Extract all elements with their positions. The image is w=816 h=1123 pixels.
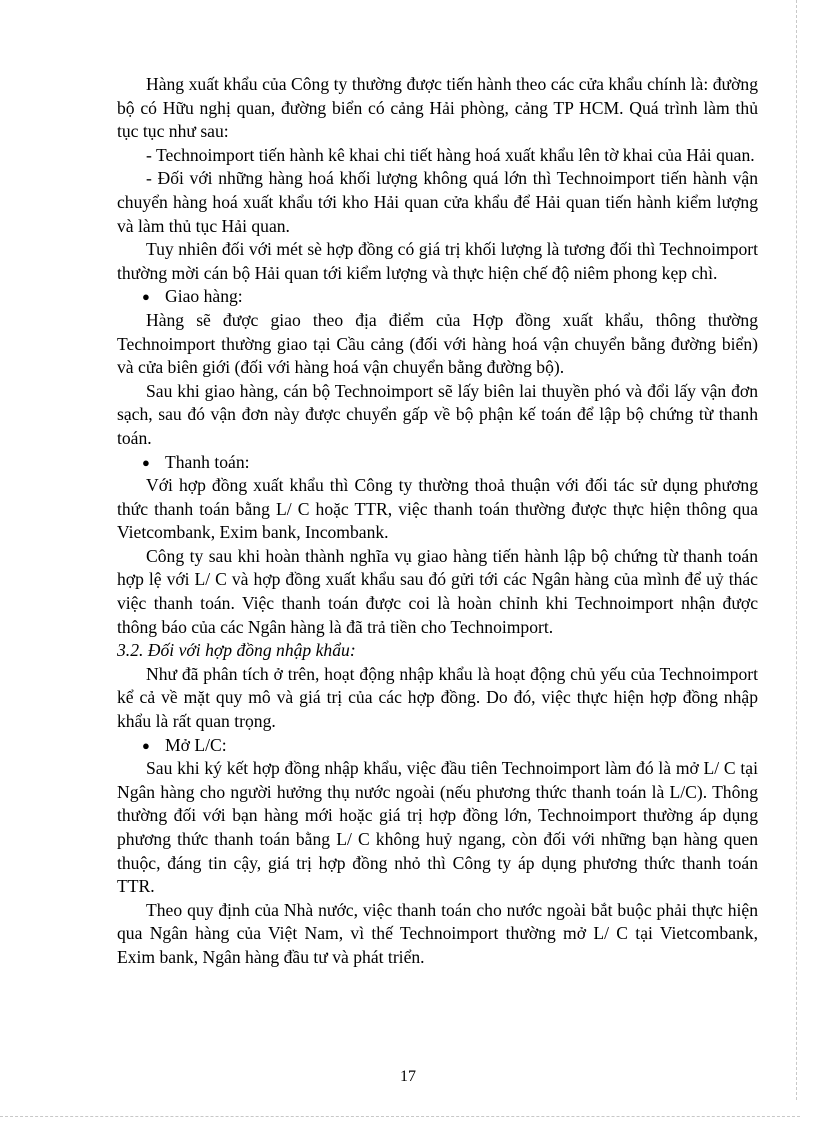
- bullet-item: [117, 734, 758, 758]
- paragraph: Với hợp đồng xuất khẩu thì Công ty thường thoả thuận với đối tác sử dụng phương thức thanh toán bằng L/ C hoặc TTR, việc thanh toán thường được thực hiện thông qua Vietcombank, Exim bank, Incombank.: [117, 475, 758, 543]
- paragraph: - Đối với những hàng hoá khối lượng không quá lớn thì Technoimport tiến hành vận chuyển hàng hoá xuất khẩu tới kho Hải quan cửa khẩu để Hải quan tiến hành kiểm lượng và làm thủ tục Hải quan.: [117, 168, 758, 236]
- paragraph: - Technoimport tiến hành kê khai chi tiết hàng hoá xuất khẩu lên tờ khai của Hải quan.: [146, 144, 755, 165]
- paragraph: Như đã phân tích ở trên, hoạt động nhập khẩu là hoạt động chủ yếu của Technoimport kể cả về mặt quy mô và giá trị của các hợp đồng. Do đó, việc thực hiện hợp đồng nhập khẩu là rất quan trọng.: [117, 663, 758, 732]
- bullet-icon: ●: [142, 737, 150, 753]
- paragraph: Sau khi ký kết hợp đồng nhập khẩu, việc đầu tiên Technoimport làm đó là mở L/ C tại Ngân hàng cho người hưởng thụ nước ngoài (nếu phương thức thanh toán là L/C). Thông thường đối với bạn hàng mới hoặc giá trị hợp đồng lớn, Technoimport thường áp dụng phương thức thanh toán bằng L/ C không huỷ ngang, còn đối với những bạn hàng quen thuộc, đáng tin cậy, giá trị hợp đồng nhỏ thì Công ty áp dụng phương thức thanh toán TTR.: [117, 758, 758, 897]
- bullet-label: Mở L/C:: [165, 734, 227, 755]
- bullet-item: [117, 285, 758, 309]
- page-border-right: [796, 0, 797, 1100]
- section-heading: 3.2. Đối với hợp đồng nhập khẩu:: [117, 640, 356, 661]
- bullet-label: Giao hàng:: [165, 286, 243, 307]
- paragraph: Hàng sẽ được giao theo địa điểm của Hợp đồng xuất khẩu, thông thường Technoimport thường giao tại Cầu cảng (đối với hàng hoá vận chuyển bằng đường biển) và cửa biên giới (đối với hàng hoá vận chuyển bằng đường bộ).: [117, 309, 758, 378]
- page-number: 17: [400, 1068, 416, 1085]
- paragraph: Hàng xuất khẩu của Công ty thường được tiến hành theo các cửa khẩu chính là: đường bộ có Hữu nghị quan, đường biển có cảng Hải phòng, cảng TP HCM. Quá trình làm thủ tục tục như sau:: [117, 74, 758, 142]
- bullet-item: [117, 451, 758, 475]
- bullet-label: Thanh toán:: [165, 451, 250, 472]
- bullet-icon: ●: [142, 289, 150, 305]
- document-body: [117, 73, 758, 970]
- paragraph: Tuy nhiên đối với mét sè hợp đồng có giá trị khối lượng là tương đối thì Technoimport thường mời cán bộ Hải quan tới kiểm lượng và thực hiện chế độ niêm phong kẹp chì.: [117, 239, 758, 283]
- paragraph: Công ty sau khi hoàn thành nghĩa vụ giao hàng tiến hành lập bộ chứng từ thanh toán hợp lệ với L/ C và hợp đồng xuất khẩu sau đó gửi tới các Ngân hàng của mình để uỷ thác việc thanh toán. Việc thanh toán được coi là hoàn chỉnh khi Technoimport nhận được thông báo của các Ngân hàng là đã trả tiền cho Technoimport.: [117, 545, 758, 637]
- bullet-icon: ●: [142, 454, 150, 470]
- paragraph: Sau khi giao hàng, cán bộ Technoimport sẽ lấy biên lai thuyền phó và đổi lấy vận đơn sạch, sau đó vận đơn này được chuyển gấp về bộ phận kế toán để lập bộ chứng từ thanh toán.: [117, 380, 758, 448]
- page-border-bottom: [0, 1116, 800, 1117]
- paragraph: Theo quy định của Nhà nước, việc thanh toán cho nước ngoài bắt buộc phải thực hiện qua Ngân hàng của Việt Nam, vì thế Technoimport thường mở L/ C tại Vietcombank, Exim bank, Ngân hàng đầu tư và phát triển.: [117, 899, 758, 967]
